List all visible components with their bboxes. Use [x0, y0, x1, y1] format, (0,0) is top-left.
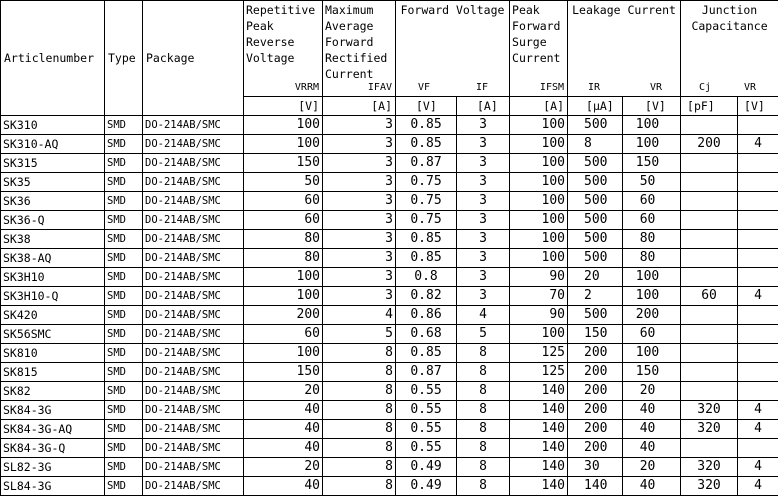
cell-vrrm: 100	[244, 268, 323, 287]
cell-article: SL82-3G	[1, 458, 105, 477]
cell-article: SK815	[1, 363, 105, 382]
cell-vr2: 4	[738, 420, 778, 439]
vf-symbol: VF	[418, 82, 431, 93]
cell-vrrm: 150	[244, 363, 323, 382]
cell-article: SK82	[1, 382, 105, 401]
cell-vr: 100	[623, 135, 681, 154]
cell-vr: 150	[623, 154, 681, 173]
table-row	[1, 382, 778, 401]
cell-vr2	[738, 325, 778, 344]
cell-type: SMD	[105, 363, 143, 382]
cell-ifav: 3	[323, 116, 396, 135]
vr2-symbol: VR	[744, 82, 757, 93]
cell-ir: 150	[568, 325, 623, 344]
cell-vr: 40	[623, 420, 681, 439]
cell-if: 3	[457, 211, 510, 230]
cell-vf: 0.85	[396, 344, 457, 363]
cell-package: DO-214AB/SMC	[143, 116, 244, 135]
table-row	[1, 116, 778, 135]
cell-vr: 200	[623, 306, 681, 325]
cell-ifsm: 100	[510, 116, 568, 135]
cell-vrrm: 20	[244, 458, 323, 477]
cell-article: SK84-3G-Q	[1, 439, 105, 458]
cell-vr2	[738, 192, 778, 211]
cell-ir: 8	[568, 135, 623, 154]
table-body	[1, 116, 778, 496]
cell-type: SMD	[105, 458, 143, 477]
cell-package: DO-214AB/SMC	[143, 458, 244, 477]
cell-vf: 0.55	[396, 439, 457, 458]
cell-vf: 0.75	[396, 211, 457, 230]
cell-type: SMD	[105, 477, 143, 496]
cell-ir: 200	[568, 363, 623, 382]
cell-if: 3	[457, 249, 510, 268]
cell-vrrm: 50	[244, 173, 323, 192]
cell-vr: 40	[623, 439, 681, 458]
cell-ifav: 4	[323, 306, 396, 325]
cell-type: SMD	[105, 344, 143, 363]
cell-vrrm: 40	[244, 439, 323, 458]
cell-ifav: 3	[323, 154, 396, 173]
col-header-ifsm	[510, 1, 568, 97]
cell-ifsm: 100	[510, 325, 568, 344]
cell-vrrm: 60	[244, 325, 323, 344]
cell-vr2	[738, 230, 778, 249]
cell-vr: 80	[623, 230, 681, 249]
cell-ifsm: 125	[510, 363, 568, 382]
cell-vf: 0.87	[396, 154, 457, 173]
cell-ifsm: 140	[510, 477, 568, 496]
cell-ir: 500	[568, 192, 623, 211]
cell-if: 3	[457, 230, 510, 249]
table-row	[1, 363, 778, 382]
leak-title: Leakage Current	[572, 3, 676, 17]
cell-type: SMD	[105, 116, 143, 135]
cell-package: DO-214AB/SMC	[143, 135, 244, 154]
table-row	[1, 230, 778, 249]
cell-ir: 500	[568, 306, 623, 325]
cell-ifsm: 140	[510, 458, 568, 477]
table-row	[1, 325, 778, 344]
cell-vf: 0.82	[396, 287, 457, 306]
cell-article: SK3H10	[1, 268, 105, 287]
cell-ifsm: 90	[510, 268, 568, 287]
cell-cj	[681, 439, 738, 458]
cj-symbol: Cj	[699, 82, 712, 93]
cell-vrrm: 40	[244, 401, 323, 420]
cell-if: 8	[457, 477, 510, 496]
cell-vf: 0.68	[396, 325, 457, 344]
cell-package: DO-214AB/SMC	[143, 420, 244, 439]
cell-vr2	[738, 363, 778, 382]
cell-ifav: 5	[323, 325, 396, 344]
cell-type: SMD	[105, 230, 143, 249]
cell-vf: 0.8	[396, 268, 457, 287]
cell-article: SK84-3G-AQ	[1, 420, 105, 439]
cell-vr2	[738, 306, 778, 325]
cell-cj: 60	[681, 287, 738, 306]
cell-cj	[681, 154, 738, 173]
cell-cj: 320	[681, 401, 738, 420]
cell-ifav: 8	[323, 420, 396, 439]
table-row	[1, 135, 778, 154]
col-header-forward-voltage	[396, 1, 510, 97]
cell-ifsm: 90	[510, 306, 568, 325]
cell-if: 8	[457, 382, 510, 401]
table-row	[1, 211, 778, 230]
col-header-article: Articlenumber	[1, 1, 105, 116]
cell-ifav: 3	[323, 135, 396, 154]
cell-ir: 20	[568, 268, 623, 287]
table-row	[1, 420, 778, 439]
cell-type: SMD	[105, 287, 143, 306]
cell-ifsm: 100	[510, 154, 568, 173]
cell-ifav: 3	[323, 230, 396, 249]
cell-vr2: 4	[738, 477, 778, 496]
unit-vrrm: [V]	[244, 97, 323, 116]
cell-ifsm: 100	[510, 230, 568, 249]
if-symbol: IF	[476, 82, 489, 93]
cell-vrrm: 80	[244, 249, 323, 268]
ifsm-title: Peak Forward Surge Current	[512, 3, 561, 65]
cell-cj	[681, 211, 738, 230]
cell-vr2: 4	[738, 135, 778, 154]
cell-package: DO-214AB/SMC	[143, 287, 244, 306]
vrrm-title: Repetitive Peak Reverse Voltage	[246, 3, 316, 65]
cell-article: SK38	[1, 230, 105, 249]
cell-cj	[681, 306, 738, 325]
cell-vrrm: 100	[244, 135, 323, 154]
cell-type: SMD	[105, 306, 143, 325]
cell-type: SMD	[105, 439, 143, 458]
cell-cj	[681, 382, 738, 401]
cell-ifsm: 100	[510, 173, 568, 192]
cell-cj: 320	[681, 477, 738, 496]
col-header-type: Type	[105, 1, 143, 116]
cell-ifav: 8	[323, 458, 396, 477]
cell-type: SMD	[105, 382, 143, 401]
cell-ifav: 3	[323, 287, 396, 306]
col-header-vrrm	[244, 1, 323, 97]
cell-vr: 50	[623, 173, 681, 192]
cell-vrrm: 150	[244, 154, 323, 173]
cell-vr: 100	[623, 116, 681, 135]
cell-if: 3	[457, 268, 510, 287]
cell-vr2	[738, 173, 778, 192]
cell-type: SMD	[105, 173, 143, 192]
cell-ifsm: 125	[510, 344, 568, 363]
cell-vf: 0.55	[396, 382, 457, 401]
table-row	[1, 249, 778, 268]
cell-cj	[681, 173, 738, 192]
cell-vrrm: 20	[244, 382, 323, 401]
cell-cj	[681, 116, 738, 135]
cell-article: SK310-AQ	[1, 135, 105, 154]
table-row	[1, 477, 778, 496]
cell-vr: 20	[623, 458, 681, 477]
cell-if: 3	[457, 154, 510, 173]
cell-article: SK38-AQ	[1, 249, 105, 268]
col-header-package: Package	[143, 1, 244, 116]
junc-title: Junction Capacitance	[691, 3, 768, 33]
cell-article: SK35	[1, 173, 105, 192]
table-row	[1, 173, 778, 192]
cell-vrrm: 80	[244, 230, 323, 249]
cell-vr: 20	[623, 382, 681, 401]
cell-ifav: 3	[323, 249, 396, 268]
cell-vf: 0.75	[396, 192, 457, 211]
cell-ifav: 3	[323, 173, 396, 192]
cell-article: SK420	[1, 306, 105, 325]
cell-ir: 500	[568, 211, 623, 230]
cell-vrrm: 200	[244, 306, 323, 325]
cell-cj: 200	[681, 135, 738, 154]
unit-cj: [pF]	[681, 97, 738, 116]
cell-ifav: 3	[323, 192, 396, 211]
cell-vf: 0.55	[396, 420, 457, 439]
ir-symbol: IR	[588, 82, 601, 93]
cell-package: DO-214AB/SMC	[143, 363, 244, 382]
cell-package: DO-214AB/SMC	[143, 306, 244, 325]
cell-ifsm: 100	[510, 211, 568, 230]
cell-cj	[681, 249, 738, 268]
cell-ir: 200	[568, 439, 623, 458]
cell-package: DO-214AB/SMC	[143, 211, 244, 230]
cell-cj	[681, 268, 738, 287]
cell-article: SK84-3G	[1, 401, 105, 420]
cell-vr: 40	[623, 477, 681, 496]
cell-type: SMD	[105, 325, 143, 344]
cell-if: 4	[457, 306, 510, 325]
cell-ifav: 3	[323, 211, 396, 230]
cell-if: 8	[457, 458, 510, 477]
cell-package: DO-214AB/SMC	[143, 382, 244, 401]
cell-package: DO-214AB/SMC	[143, 154, 244, 173]
col-header-junction	[681, 1, 778, 97]
cell-package: DO-214AB/SMC	[143, 439, 244, 458]
col-header-ifav	[323, 1, 396, 97]
unit-ifsm: [A]	[510, 97, 568, 116]
cell-vf: 0.49	[396, 458, 457, 477]
cell-if: 3	[457, 116, 510, 135]
unit-if: [A]	[457, 97, 510, 116]
cell-article: SK3H10-Q	[1, 287, 105, 306]
cell-type: SMD	[105, 211, 143, 230]
cell-vf: 0.85	[396, 116, 457, 135]
cell-if: 3	[457, 135, 510, 154]
cell-vr2	[738, 116, 778, 135]
cell-ifav: 8	[323, 363, 396, 382]
cell-ir: 200	[568, 401, 623, 420]
cell-cj: 320	[681, 458, 738, 477]
ifav-title: Maximum Average Forward Rectified Current	[325, 3, 388, 81]
unit-vf: [V]	[396, 97, 457, 116]
cell-vr2	[738, 211, 778, 230]
cell-vrrm: 100	[244, 116, 323, 135]
cell-if: 3	[457, 192, 510, 211]
cell-vr2: 4	[738, 287, 778, 306]
ifav-symbol: IFAV	[367, 82, 392, 93]
cell-vr: 150	[623, 363, 681, 382]
unit-ir: [μA]	[568, 97, 623, 116]
cell-if: 8	[457, 344, 510, 363]
cell-if: 3	[457, 287, 510, 306]
cell-vr2	[738, 382, 778, 401]
cell-package: DO-214AB/SMC	[143, 268, 244, 287]
cell-vf: 0.49	[396, 477, 457, 496]
cell-article: SK56SMC	[1, 325, 105, 344]
cell-vf: 0.75	[396, 173, 457, 192]
cell-package: DO-214AB/SMC	[143, 325, 244, 344]
cell-vr: 60	[623, 325, 681, 344]
cell-ifsm: 100	[510, 135, 568, 154]
cell-if: 8	[457, 363, 510, 382]
cell-if: 8	[457, 439, 510, 458]
cell-type: SMD	[105, 192, 143, 211]
cell-vrrm: 40	[244, 477, 323, 496]
cell-ifsm: 70	[510, 287, 568, 306]
cell-article: SL84-3G	[1, 477, 105, 496]
cell-ifsm: 100	[510, 249, 568, 268]
cell-article: SK810	[1, 344, 105, 363]
ifsm-symbol: IFSM	[539, 82, 565, 93]
cell-if: 5	[457, 325, 510, 344]
cell-ifav: 8	[323, 477, 396, 496]
cell-article: SK36	[1, 192, 105, 211]
cell-vf: 0.55	[396, 401, 457, 420]
cell-vrrm: 100	[244, 287, 323, 306]
table-row	[1, 287, 778, 306]
cell-vr: 80	[623, 249, 681, 268]
cell-ir: 200	[568, 344, 623, 363]
cell-ir: 500	[568, 154, 623, 173]
cell-ifav: 8	[323, 401, 396, 420]
table-row	[1, 401, 778, 420]
cell-vr2	[738, 268, 778, 287]
unit-vr: [V]	[623, 97, 681, 116]
cell-vr2	[738, 154, 778, 173]
table-row	[1, 192, 778, 211]
cell-ir: 2	[568, 287, 623, 306]
cell-type: SMD	[105, 401, 143, 420]
cell-vr2	[738, 249, 778, 268]
cell-vr: 40	[623, 401, 681, 420]
cell-ifsm: 140	[510, 382, 568, 401]
cell-ifsm: 100	[510, 192, 568, 211]
vrrm-symbol: VRRM	[294, 82, 319, 93]
cell-vr2	[738, 439, 778, 458]
cell-ifav: 8	[323, 439, 396, 458]
cell-article: SK315	[1, 154, 105, 173]
unit-ifav: [A]	[323, 97, 396, 116]
cell-vf: 0.85	[396, 249, 457, 268]
cell-ir: 500	[568, 230, 623, 249]
cell-type: SMD	[105, 135, 143, 154]
table-row	[1, 439, 778, 458]
cell-vrrm: 60	[244, 211, 323, 230]
cell-if: 8	[457, 420, 510, 439]
cell-vr: 100	[623, 268, 681, 287]
cell-ir: 500	[568, 249, 623, 268]
cell-package: DO-214AB/SMC	[143, 344, 244, 363]
cell-ir: 500	[568, 116, 623, 135]
cell-vf: 0.86	[396, 306, 457, 325]
cell-cj	[681, 192, 738, 211]
table-row	[1, 306, 778, 325]
cell-package: DO-214AB/SMC	[143, 230, 244, 249]
cell-if: 3	[457, 173, 510, 192]
cell-vr2: 4	[738, 458, 778, 477]
cell-vr: 100	[623, 344, 681, 363]
cell-ir: 500	[568, 173, 623, 192]
cell-ifsm: 140	[510, 401, 568, 420]
table-row	[1, 268, 778, 287]
cell-vr: 60	[623, 192, 681, 211]
col-header-leakage	[568, 1, 681, 97]
cell-type: SMD	[105, 154, 143, 173]
cell-vr: 60	[623, 211, 681, 230]
cell-vf: 0.87	[396, 363, 457, 382]
cell-package: DO-214AB/SMC	[143, 192, 244, 211]
cell-type: SMD	[105, 268, 143, 287]
cell-ir: 200	[568, 382, 623, 401]
table-row	[1, 458, 778, 477]
cell-vr2	[738, 344, 778, 363]
cell-ir: 200	[568, 420, 623, 439]
cell-type: SMD	[105, 420, 143, 439]
cell-vrrm: 100	[244, 344, 323, 363]
cell-ir: 30	[568, 458, 623, 477]
table-row	[1, 154, 778, 173]
cell-article: SK36-Q	[1, 211, 105, 230]
table-header	[1, 1, 778, 116]
cell-ir: 140	[568, 477, 623, 496]
forward-title: Forward Voltage	[400, 3, 505, 17]
cell-vr2: 4	[738, 401, 778, 420]
cell-package: DO-214AB/SMC	[143, 173, 244, 192]
cell-cj	[681, 325, 738, 344]
cell-cj: 320	[681, 420, 738, 439]
cell-vf: 0.85	[396, 230, 457, 249]
cell-vf: 0.85	[396, 135, 457, 154]
cell-type: SMD	[105, 249, 143, 268]
cell-ifav: 8	[323, 382, 396, 401]
cell-vrrm: 60	[244, 192, 323, 211]
cell-package: DO-214AB/SMC	[143, 249, 244, 268]
table-row	[1, 344, 778, 363]
cell-if: 8	[457, 401, 510, 420]
cell-package: DO-214AB/SMC	[143, 401, 244, 420]
cell-article: SK310	[1, 116, 105, 135]
cell-cj	[681, 344, 738, 363]
cell-ifsm: 140	[510, 420, 568, 439]
vr-symbol: VR	[650, 82, 663, 93]
cell-ifsm: 140	[510, 439, 568, 458]
cell-vr: 100	[623, 287, 681, 306]
cell-cj	[681, 230, 738, 249]
cell-ifav: 8	[323, 344, 396, 363]
cell-cj	[681, 363, 738, 382]
cell-package: DO-214AB/SMC	[143, 477, 244, 496]
cell-vrrm: 40	[244, 420, 323, 439]
cell-ifav: 3	[323, 268, 396, 287]
unit-vr2: [V]	[738, 97, 778, 116]
